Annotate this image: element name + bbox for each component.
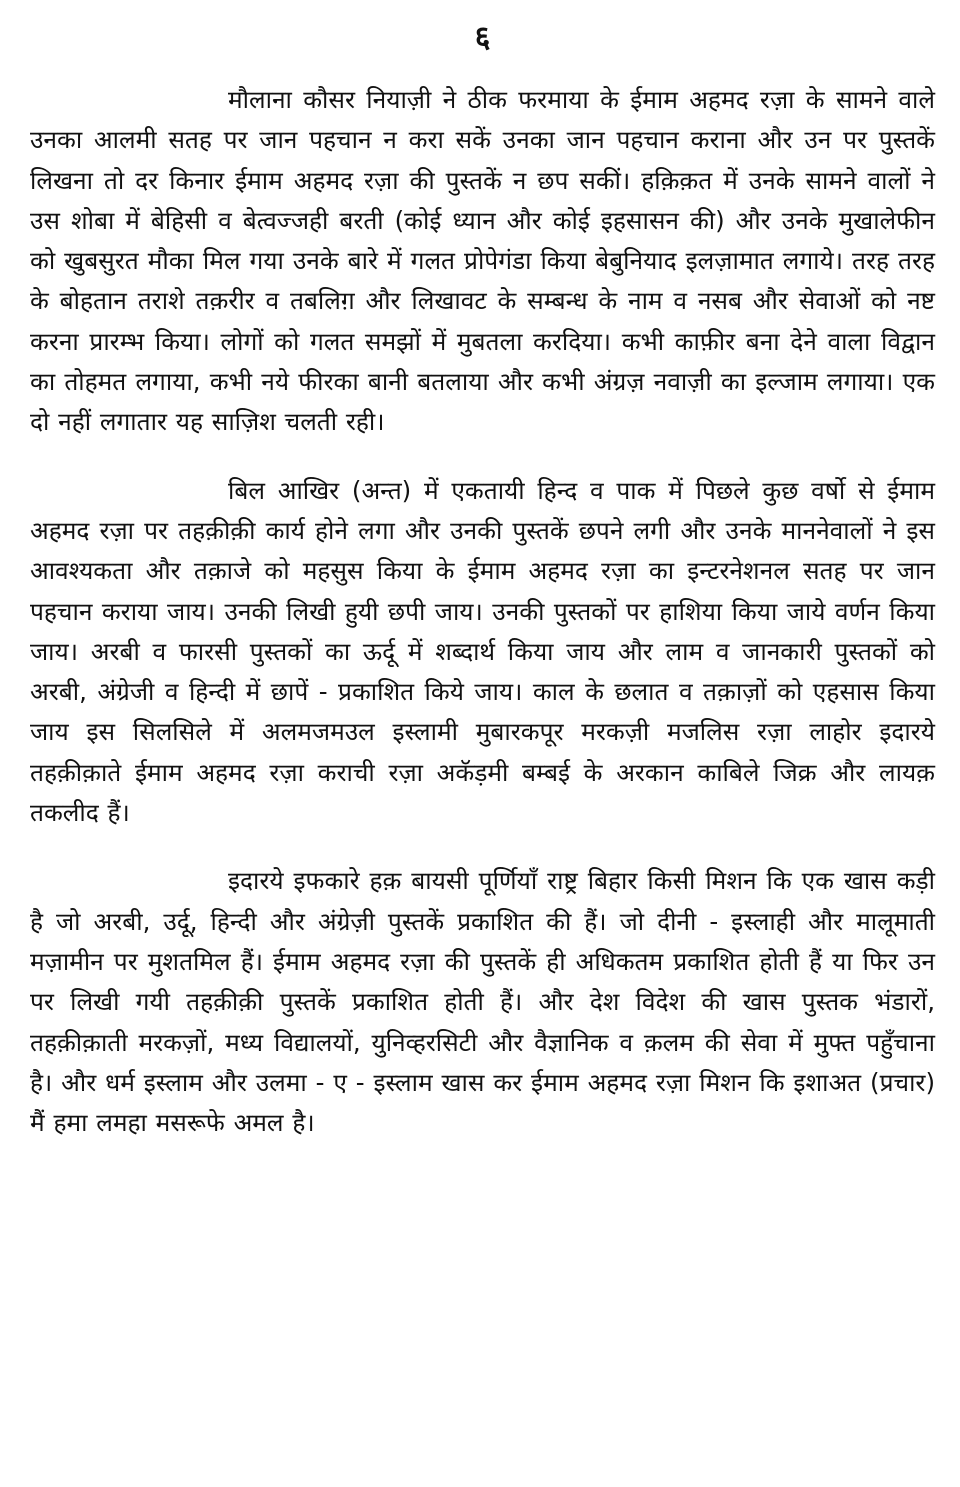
paragraph-2: बिल आखिर (अन्त) में एकतायी हिन्द व पाक में पिछले कुछ वर्षो से ईमाम अहमद रज़ा पर तहक़ीक़ी कार्य होने लगा और उनकी पुस्तकें छपने लगी और उनके माननेवालों ने इस आवश्यकता और तक़ाजे को महसुस किया के ईमाम अहमद रज़ा का इन्टरनेशनल सतह पर जान पहचान कराया जाय। उनकी लिखी हुयी छपी जाय। उनकी पुस्तकों पर हाशिया किया जाये वर्णन किया जाय। अरबी व फारसी पुस्तकों का ऊर्दू में शब्दार्थ किया जाय और लाम व जानकारी पुस्तकों को अरबी, अंग्रेजी व हिन्दी में छापें - प्रकाशित किये जाय। काल के छलात व तक़ाज़ों को एहसास किया जाय इस सिलसिले में अलमजमउल इस्लामी मुबारकपूर मरकज़ी मजलिस रज़ा लाहोर इदारये तहक़ीक़ाते ईमाम अहमद रज़ा कराची रज़ा अकॅड़मी बम्बई के अरकान काबिले जिक्र और लायक़ तकलीद हैं। <box>30 475 935 828</box>
paragraph-3: इदारये इफकारे हक़ बायसी पूर्णियॉं राष्ट्र बिहार किसी मिशन कि एक खास कड़ी है जो अरबी, उर्दू, हिन्दी और अंग्रेज़ी पुस्तकें प्रकाशित की हैं। जो दीनी - इस्लाही और मालूमाती मज़ामीन पर मुशतमिल हैं। ईमाम अहमद रज़ा की पुस्तकें ही अधिकतम प्रकाशित होती हैं या फिर उन पर लिखी गयी तहक़ीक़ी पुस्तकें प्रकाशित होती हैं। और देश विदेश की खास पुस्तक भंडारों, तहक़ीक़ाती मरकज़ों, मध्य विद्यालयों, युनिव्हरसिटी और वैज्ञानिक व क़लम की सेवा में मुफ्त पहुँचाना है। और धर्म इस्लाम और उलमा - ए - इस्लाम खास कर ईमाम अहमद रज़ा मिशन कि इशाअत (प्रचार) मैं हमा लमहा मसरूफे अमल है। <box>30 866 935 1138</box>
document-page <box>30 18 935 1468</box>
page-number: ६ <box>474 20 491 55</box>
paragraph-1: मौलाना कौसर नियाज़ी ने ठीक फरमाया के ईमाम अहमद रज़ा के सामने वाले उनका आलमी सतह पर जान पहचान न करा सकें उनका जान पहचान कराना और उन पर पुस्तकें लिखना तो दर किनार ईमाम अहमद रज़ा की पुस्तकें न छप सकीं। हक़िक़त में उनके सामने वालों ने उस शोबा में बेहिसी व बेत्वज्जही बरती (कोई ध्यान और कोई इहसासन की) और उनके मुखालेफीन को खुबसुरत मौका मिल गया उनके बारे में गलत प्रोपेगंडा किया बेबुनियाद इलज़ामात लगाये। तरह तरह के बोहतान तराशे तक़रीर व तबलिग़ और लिखावट के सम्बन्ध के नाम व नसब और सेवाओं को नष्ट करना प्रारम्भ किया। लोगों को गलत समझों में मुबतला करदिया। कभी काफ़ीर बना देने वाला विद्वान का तोहमत लगाया, कभी नये फीरका बानी बतलाया और कभी अंग्रज़ नवाज़ी का इल्जाम लगाया। एक दो नहीं लगातार यह साज़िश चलती रही। <box>30 85 935 437</box>
